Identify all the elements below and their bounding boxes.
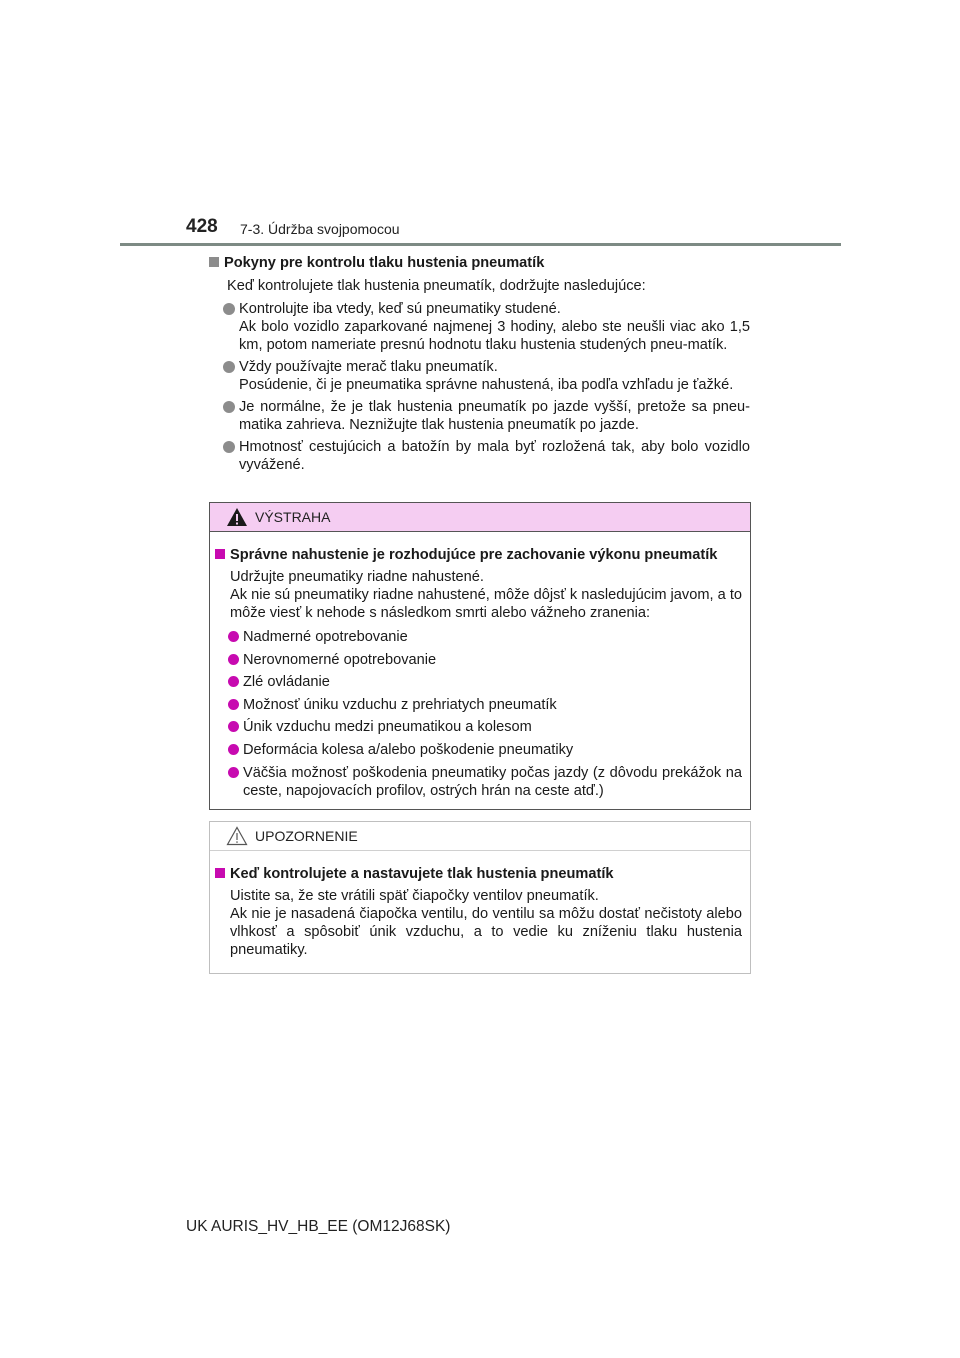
warning-consequence: Ak nie sú pneumatiky riadne nahustené, môže dôjsť k nasledujúcim javom, a to môže viesť k nehode s následkom smrti alebo vážneho zranenia: xyxy=(230,587,742,621)
list-item xyxy=(228,718,742,736)
round-bullet-icon xyxy=(223,401,235,413)
list-item xyxy=(223,300,750,354)
round-bullet-icon xyxy=(228,744,239,755)
list-item xyxy=(223,358,750,394)
document-code: UK AURIS_HV_HB_EE (OM12J68SK) xyxy=(186,1218,451,1235)
list-item-text: Vždy používajte merač tlaku pneumatík. xyxy=(239,359,498,375)
list-item xyxy=(228,741,742,759)
page-number: 428 xyxy=(186,216,218,237)
warning-heading xyxy=(215,546,742,564)
list-item xyxy=(228,673,742,691)
list-item-text: Hmotnosť cestujúcich a batožín by mala byť rozložená tak, aby bolo vozidlo vyvážené. xyxy=(239,439,750,473)
list-item-text: Únik vzduchu medzi pneumatikou a kolesom xyxy=(243,719,532,736)
list-item xyxy=(228,651,742,669)
instruction-list xyxy=(223,300,750,474)
warning-list xyxy=(228,628,742,800)
header-divider xyxy=(120,243,841,246)
round-bullet-icon xyxy=(228,767,239,778)
warning-header xyxy=(210,503,750,532)
list-item xyxy=(228,764,742,800)
caution-intro: Uistite sa, že ste vrátili späť čiapočky ventilov pneumatík. xyxy=(230,888,599,904)
round-bullet-icon xyxy=(228,654,239,665)
square-bullet-icon xyxy=(215,549,225,559)
warning-intro: Udržujte pneumatiky riadne nahustené. xyxy=(230,569,484,585)
caution-box xyxy=(209,821,751,974)
list-item-text: Deformácia kolesa a/alebo poškodenie pneumatiky xyxy=(243,741,574,758)
caution-title: Keď kontrolujete a nastavujete tlak hustenia pneumatík xyxy=(230,866,614,882)
round-bullet-icon xyxy=(228,699,239,710)
section-heading xyxy=(209,254,750,272)
list-item-text: Kontrolujte iba vtedy, keď sú pneumatiky studené. xyxy=(239,301,561,317)
section-title: Pokyny pre kontrolu tlaku hustenia pneumatík xyxy=(224,255,545,271)
round-bullet-icon xyxy=(228,631,239,642)
list-item xyxy=(223,438,750,474)
list-item-text: Nadmerné opotrebovanie xyxy=(243,629,408,645)
warning-triangle-icon xyxy=(226,507,248,527)
list-item-text: Zlé ovládanie xyxy=(243,674,330,691)
warning-label: VÝSTRAHA xyxy=(255,509,331,525)
section-intro: Keď kontrolujete tlak hustenia pneumatík, dodržujte nasledujúce: xyxy=(227,278,646,294)
caution-header xyxy=(210,822,750,851)
square-bullet-icon xyxy=(209,257,219,267)
warning-box xyxy=(209,502,751,810)
caution-heading xyxy=(215,865,742,883)
list-item-text: Možnosť úniku vzduchu z prehriatych pneumatík xyxy=(243,696,557,713)
caution-detail: Ak nie je nasadená čiapočka ventilu, do ventilu sa môžu dostať nečistoty alebo vlhkosť a spôsobiť únik vzduchu, a to vedie ku zníženiu tlaku hustenia pneumatiky. xyxy=(230,906,742,958)
list-item xyxy=(228,628,742,646)
list-item-text: Nerovnomerné opotrebovanie xyxy=(243,651,437,668)
list-item-text: Je normálne, že je tlak hustenia pneumatík po jazde vyšší, pretože sa pneu-matika zahrieva. Neznižujte tlak hustenia pneumatík po jazde. xyxy=(239,399,750,433)
list-item-detail: Ak bolo vozidlo zaparkované najmenej 3 hodiny, alebo ste neušli viac ako 1,5 km, potom nameriate presnú hodnotu tlaku hustenia studených pneu-matík. xyxy=(239,319,750,353)
chapter-title: 7-3. Údržba svojpomocou xyxy=(240,221,400,237)
round-bullet-icon xyxy=(228,721,239,732)
caution-label: UPOZORNENIE xyxy=(255,828,358,844)
round-bullet-icon xyxy=(223,361,235,373)
square-bullet-icon xyxy=(215,868,225,878)
caution-body xyxy=(210,851,750,959)
list-item-detail: Posúdenie, či je pneumatika správne nahustená, iba podľa vzhľadu je ťažké. xyxy=(239,377,734,393)
list-item-text: Väčšia možnosť poškodenia pneumatiky počas jazdy (z dôvodu prekážok na ceste, napojovacích profilov, ostrých hrán na ceste atď.) xyxy=(243,764,742,799)
warning-title: Správne nahustenie je rozhodujúce pre zachovanie výkonu pneumatík xyxy=(230,547,718,563)
round-bullet-icon xyxy=(223,441,235,453)
list-item xyxy=(228,696,742,714)
warning-body xyxy=(210,532,750,800)
list-item xyxy=(223,398,750,434)
round-bullet-icon xyxy=(223,303,235,315)
round-bullet-icon xyxy=(228,676,239,687)
tire-pressure-section xyxy=(209,254,750,478)
caution-triangle-icon xyxy=(226,826,248,846)
